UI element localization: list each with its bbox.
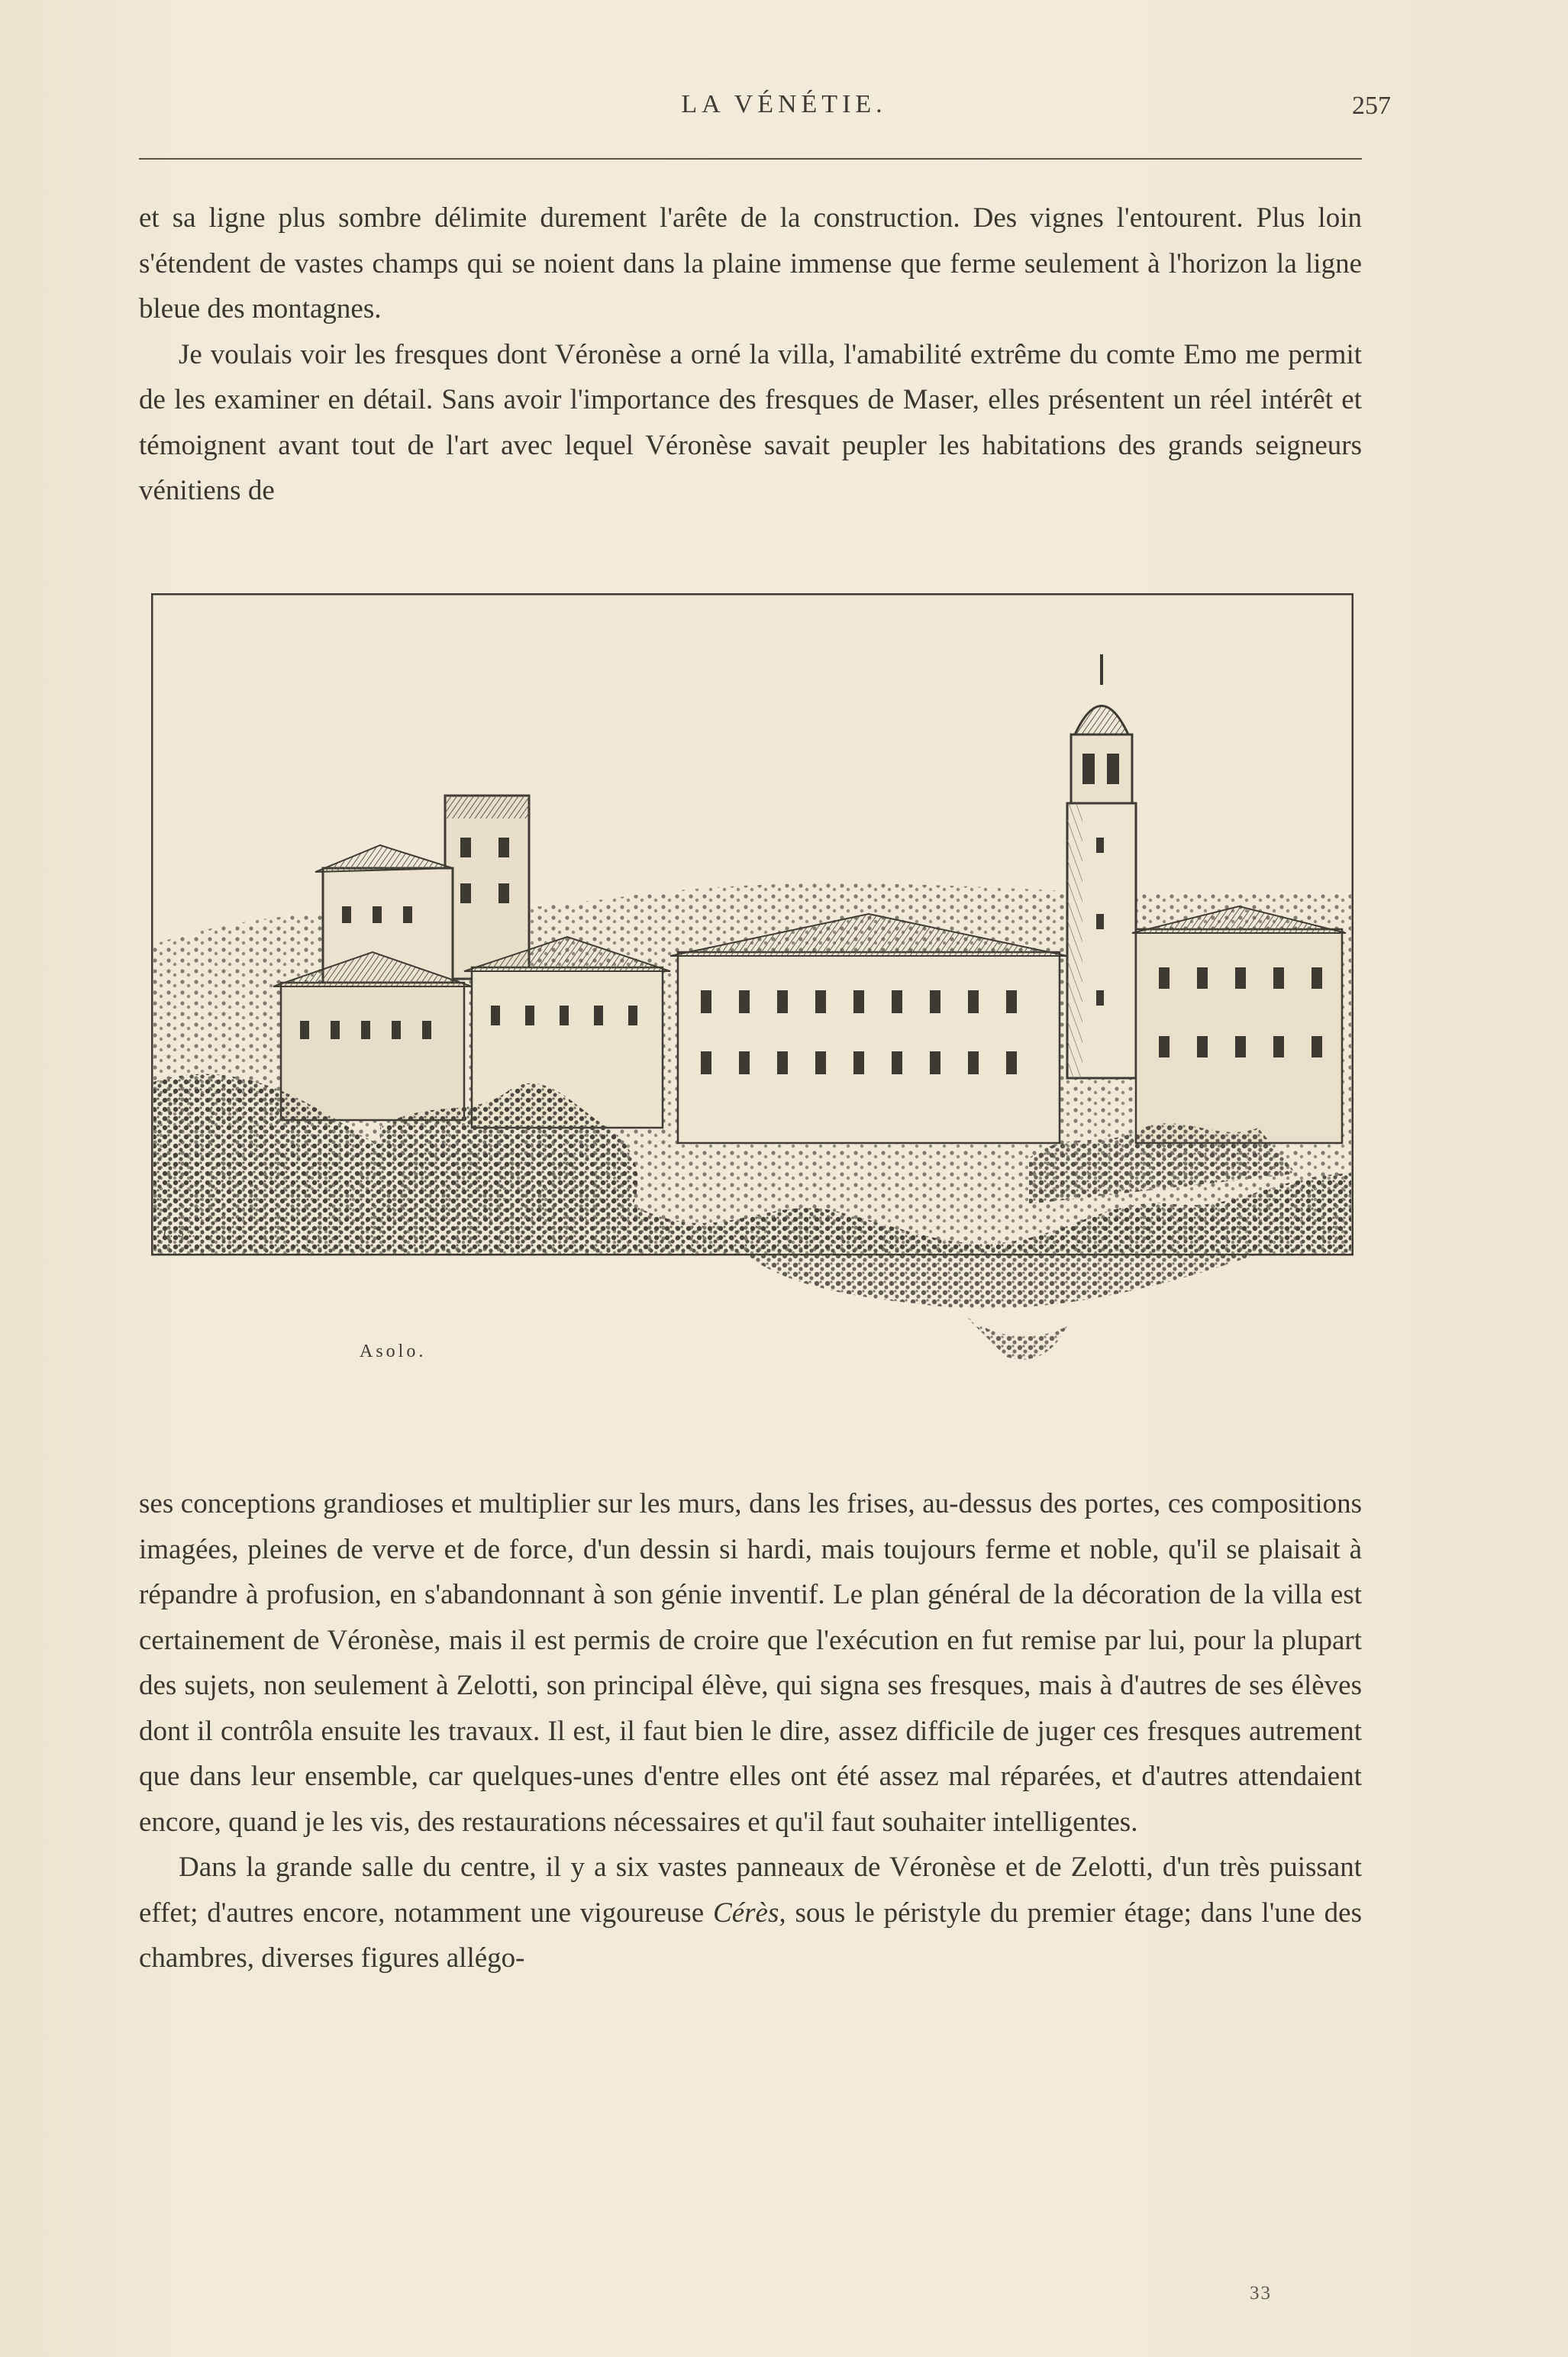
town-illustration [151, 593, 1353, 1418]
paragraph-text: Dans la grande salle du centre, il y a six vastes panneaux de Véronèse et de Zelotti, d'un très puissant effet; d'autres encore, notamment une vigoureuse [139, 1852, 1362, 1929]
paragraph: ses conceptions grandioses et multiplier sur les murs, dans les frises, au-dessus des portes, ces compositions imagées, pleines de verve et de force, d'un dessin si hardi, mais toujours ferme et noble, qu'il se plaisait à répandre à profusion, en s'abandonnant à son génie inventif. Le plan général de la décoration de la villa est certainement de Véronèse, mais il est permis de croire que l'exécution en fut remise par lui, pour la plupart des sujets, non seulement à Zelotti, son principal élève, qui signa ses fresques, mais à d'autres de ses élèves dont il contrôla ensuite les travaux. Il est, il faut bien le dire, assez difficile de juger ces fresques autrement que dans leur ensemble, car quelques-unes d'entre elles ont été assez mal réparées, et d'autres attendaient encore, quand je les vis, des restaurations nécessaires et qu'il faut souhaiter intelligentes. [139, 1488, 1362, 1838]
signature-mark: 33 [1250, 2283, 1272, 2304]
header-rule [139, 158, 1362, 160]
paragraph: et sa ligne plus sombre délimite durement l'arête de la construction. Des vignes l'entourent. Plus loin s'étendent de vastes champs qui se noient dans la plaine immense que ferme seulement à l'horizon la ligne bleue des montagnes. [139, 202, 1362, 324]
figure-caption: Asolo. [360, 1342, 427, 1361]
page-number: 257 [1352, 92, 1391, 120]
running-title: LA VÉNÉTIE. [681, 90, 887, 118]
engraving-asolo [151, 593, 1353, 1418]
paragraph [139, 1845, 1362, 1981]
text-block-bottom [139, 1481, 1362, 1981]
engraver-signature: L. S.... [163, 1227, 200, 1240]
italic-title: Cérès, [713, 1897, 786, 1929]
paragraph: Je voulais voir les fresques dont Véronèse a orné la villa, l'amabilité extrême du comte Emo me permit de les examiner en détail. Sans avoir l'importance des fresques de Maser, elles présentent un réel intérêt et témoignent avant tout de l'art avec lequel Véronèse savait peupler les habitations des grands seigneurs vénitiens de [139, 338, 1362, 506]
paragraph-text: sous le péristyle du premier étage; dans l'une des chambres, diverses figures allégo- [139, 1897, 1362, 1974]
text-block-top [139, 195, 1362, 514]
